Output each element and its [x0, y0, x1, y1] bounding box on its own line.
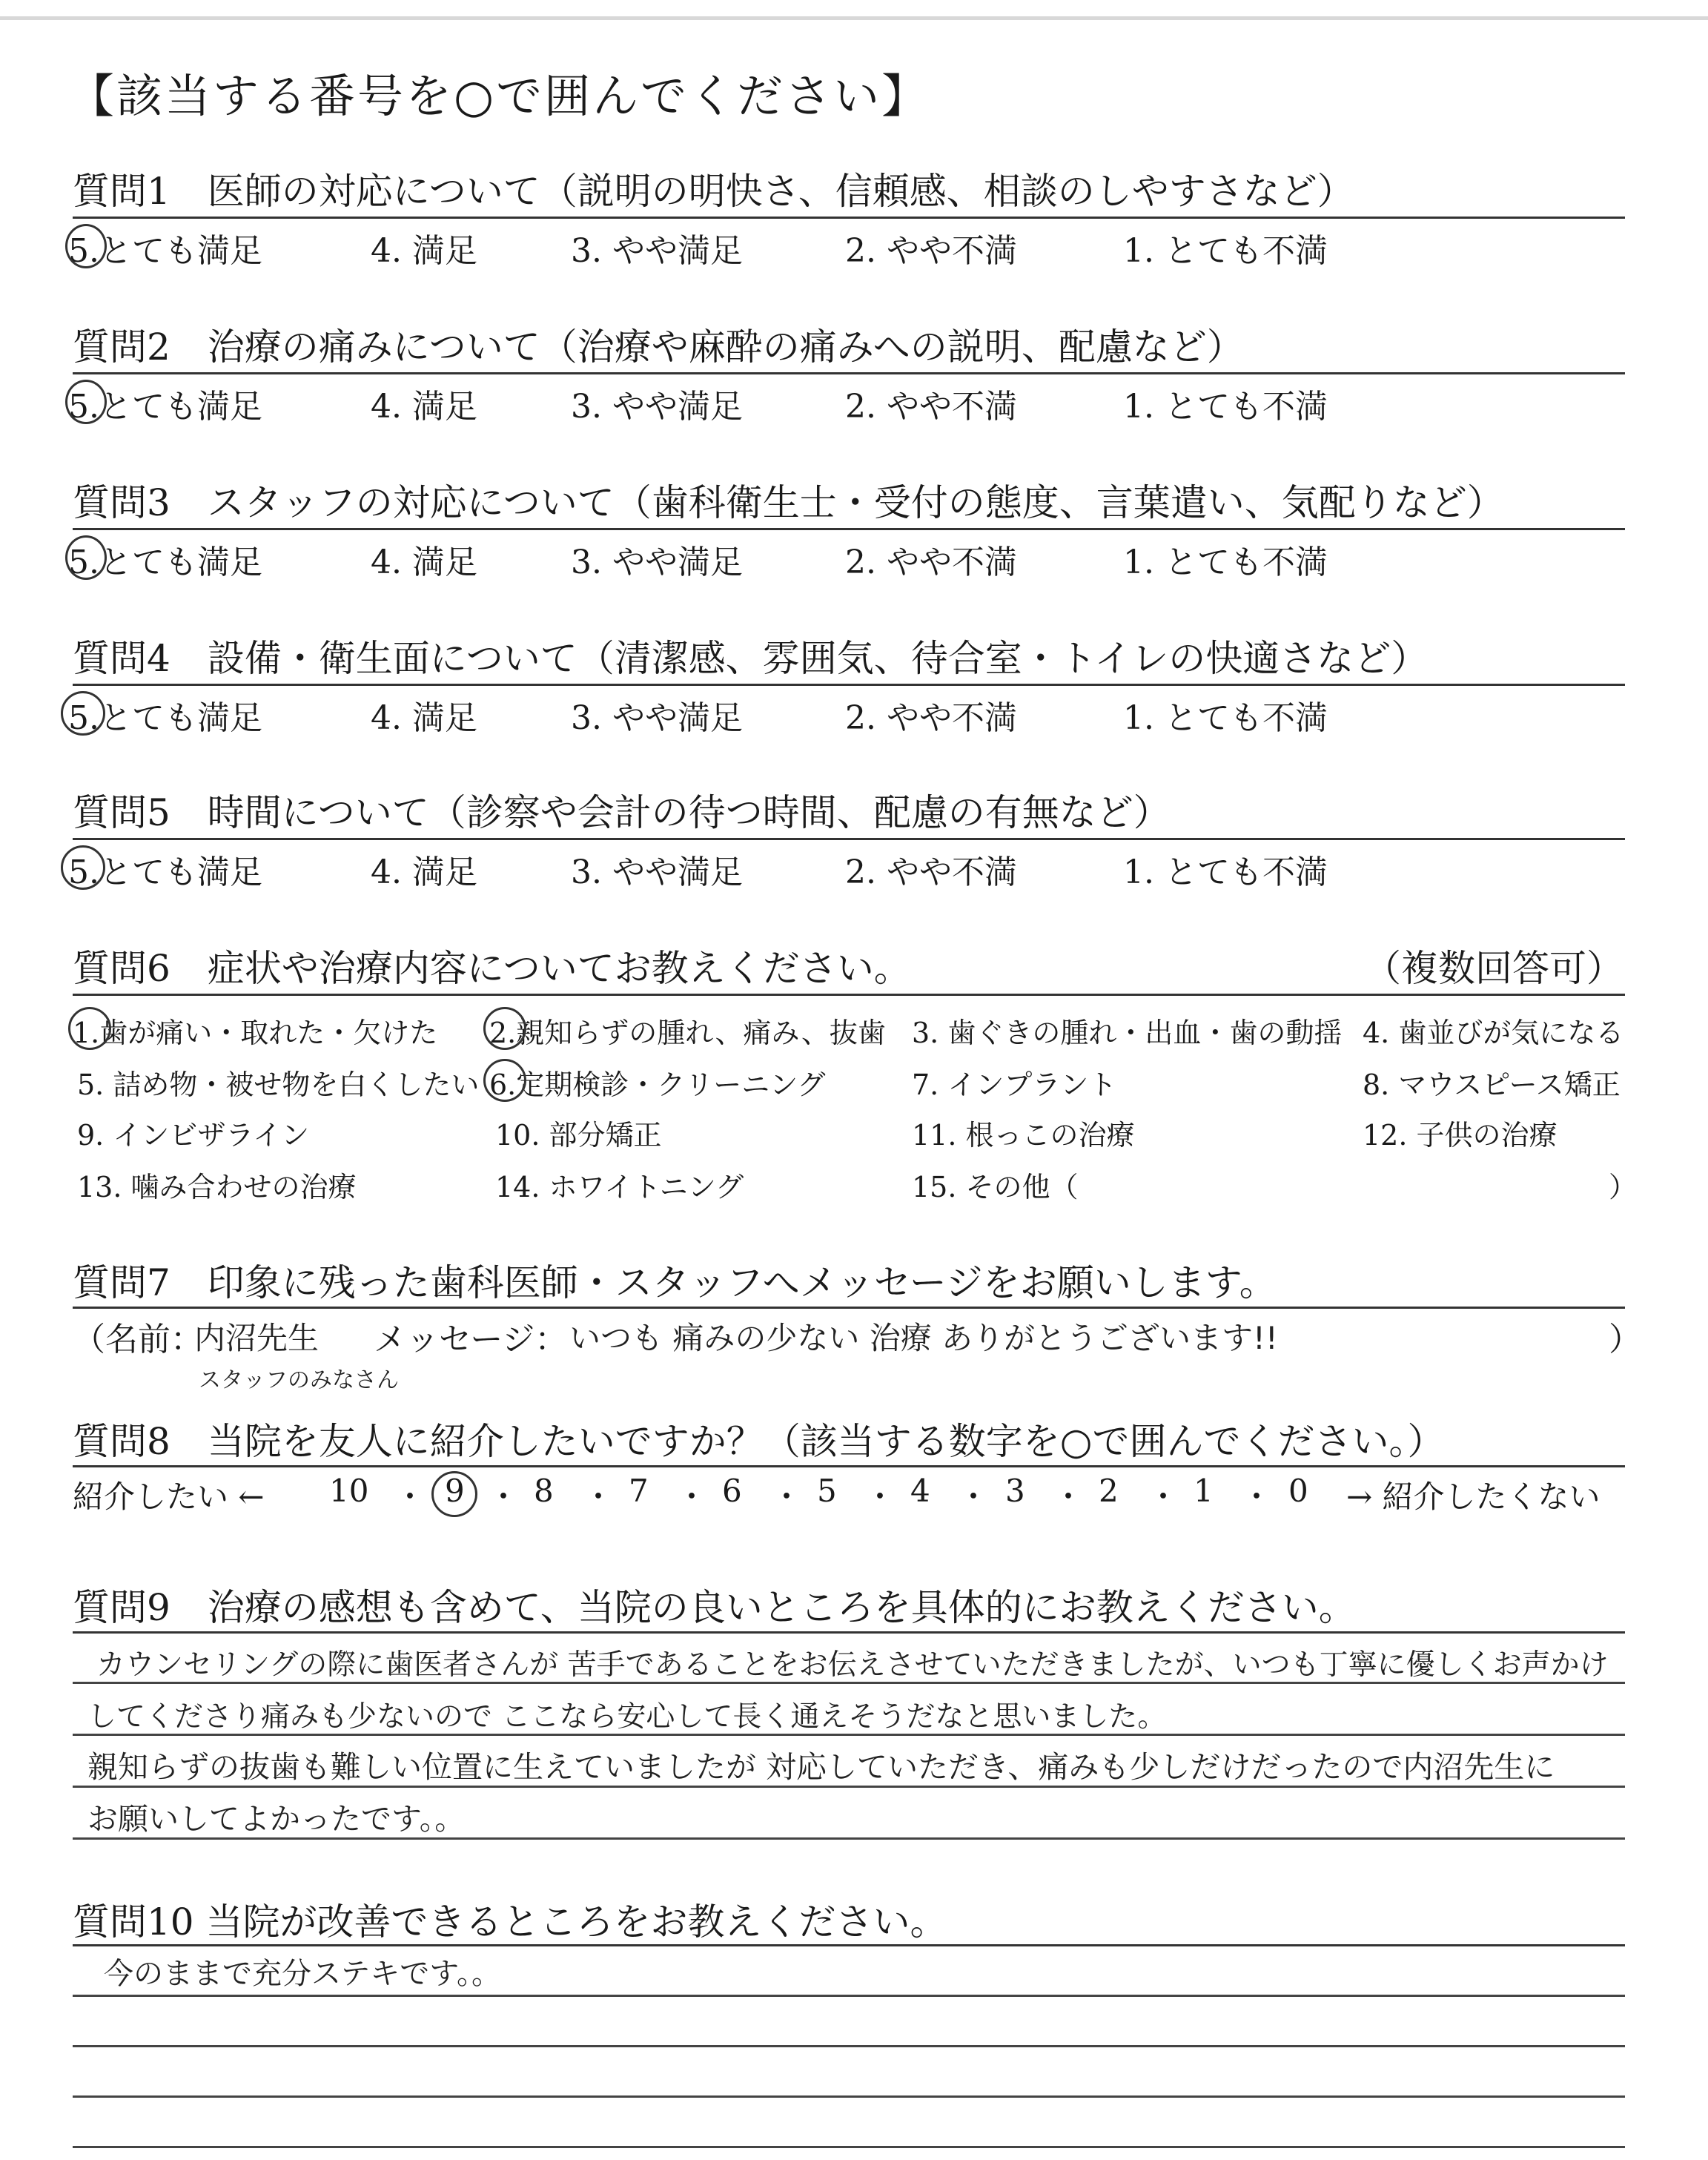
question-8-rule	[73, 1465, 1625, 1467]
q5-option-1[interactable]: 1. とても不満	[1123, 853, 1328, 891]
q5-option-4[interactable]: 4. 満足	[371, 853, 477, 891]
q8-dot: ・	[1241, 1479, 1273, 1515]
q10-answer-rule-2	[73, 2045, 1625, 2047]
q6-item-3[interactable]: 3. 歯ぐきの腫れ・出血・歯の動揺	[912, 1017, 1343, 1049]
q8-dot: ・	[583, 1479, 615, 1515]
q5-option-3[interactable]: 3. やや満足	[571, 853, 743, 891]
question-6-rule	[73, 994, 1625, 996]
q3-option-5[interactable]: 5.とても満足	[68, 544, 262, 581]
q8-dot: ・	[1053, 1479, 1085, 1515]
q1-option-3[interactable]: 3. やや満足	[571, 232, 743, 270]
q5-selected-circle	[61, 845, 105, 890]
q6-item-8[interactable]: 8. マウスピース矯正	[1363, 1069, 1621, 1101]
question-7-rule	[73, 1307, 1625, 1309]
q8-dot: ・	[1148, 1479, 1179, 1515]
q6-item-12[interactable]: 12. 子供の治療	[1363, 1119, 1558, 1152]
q9-answer-line-2[interactable]: してくださり痛みも少ないので ここなら安心して長く通えそうだなと思いました。	[87, 1700, 1167, 1734]
q9-answer-line-1[interactable]: カウンセリングの際に歯医者さんが 苦手であることをお伝えさせていただきましたが、いつも丁寧に優しくお声かけ	[96, 1648, 1609, 1682]
question-7-label: 質問7 印象に残った歯科医師・スタッフへメッセージをお願いします。	[73, 1261, 1277, 1304]
q2-option-1[interactable]: 1. とても不満	[1123, 388, 1328, 426]
q6-item-10[interactable]: 10. 部分矯正	[495, 1119, 662, 1152]
q7-name-value-2[interactable]: スタッフのみなさん	[199, 1367, 399, 1393]
q7-close-paren: ）	[1609, 1321, 1641, 1358]
question-3-rule	[73, 528, 1625, 530]
q3-selected-circle	[65, 535, 107, 580]
q10-answer-rule-1	[73, 1995, 1625, 1997]
q3-option-4[interactable]: 4. 満足	[371, 544, 477, 581]
q8-num-2[interactable]: 2	[1099, 1473, 1119, 1509]
q2-selected-circle	[65, 380, 107, 424]
page-title: 【該当する番号を○で囲んでください】	[68, 69, 930, 123]
q8-right-label: → 紹介したくない	[1346, 1479, 1601, 1515]
q6-item-9[interactable]: 9. インビザライン	[77, 1119, 310, 1152]
q1-option-5[interactable]: 5.とても満足	[68, 232, 262, 270]
q8-dot: ・	[488, 1479, 520, 1515]
q2-option-5[interactable]: 5.とても満足	[68, 388, 262, 426]
q6-item-1-circle	[68, 1007, 111, 1050]
q10-answer-rule-4	[73, 2146, 1625, 2148]
question-2-rule	[73, 372, 1625, 374]
q8-num-1[interactable]: 1	[1194, 1473, 1214, 1509]
q6-item-5[interactable]: 5. 詰め物・被せ物を白くしたい	[77, 1069, 480, 1101]
q8-num-9[interactable]: 9	[445, 1473, 465, 1509]
q4-option-2[interactable]: 2. やや不満	[845, 699, 1017, 737]
q8-left-label: 紹介したい ←	[73, 1479, 265, 1515]
q8-selected-circle	[431, 1471, 477, 1517]
q4-option-4[interactable]: 4. 満足	[371, 699, 477, 737]
q7-name-label: （名前：	[73, 1321, 203, 1358]
q8-dot: ・	[864, 1479, 896, 1515]
question-6-label: 質問6 症状や治療内容についてお教えください。	[73, 947, 911, 990]
q6-item-15-other[interactable]: 15. その他（	[912, 1171, 1079, 1203]
question-3-label: 質問3 スタッフの対応について（歯科衛生士・受付の態度、言葉遣い、気配りなど）	[73, 481, 1504, 524]
q8-dot: ・	[771, 1479, 803, 1515]
q6-item-13[interactable]: 13. 噛み合わせの治療	[77, 1171, 357, 1203]
question-6-note: （複数回答可）	[1364, 947, 1623, 990]
q7-name-value[interactable]: 内沼先生	[194, 1320, 320, 1356]
q8-num-3[interactable]: 3	[1005, 1473, 1025, 1509]
question-2-label: 質問2 治療の痛みについて（治療や麻酔の痛みへの説明、配慮など）	[73, 326, 1244, 369]
q8-num-5[interactable]: 5	[817, 1473, 837, 1509]
q6-item-6[interactable]: 6.定期検診・クリーニング	[489, 1069, 826, 1101]
top-border	[0, 16, 1708, 20]
q8-num-0[interactable]: 0	[1288, 1473, 1308, 1509]
q8-dot: ・	[676, 1479, 708, 1515]
q7-message-value[interactable]: いつも 痛みの少ない 治療 ありがとうございます!!	[569, 1320, 1278, 1356]
q9-answer-line-4[interactable]: お願いしてよかったです。。	[87, 1801, 466, 1837]
q8-num-10[interactable]: 10	[329, 1473, 369, 1509]
q4-selected-circle	[61, 691, 105, 736]
q4-option-5[interactable]: 5.とても満足	[68, 699, 262, 737]
q9-answer-rule-2	[73, 1734, 1625, 1736]
q7-message-label: メッセージ：	[374, 1321, 568, 1358]
q6-item-2-circle	[483, 1007, 526, 1050]
question-4-label: 質問4 設備・衛生面について（清潔感、雰囲気、待合室・トイレの快適さなど）	[73, 637, 1429, 680]
question-1-label: 質問1 医師の対応について（説明の明快さ、信頼感、相談のしやすさなど）	[73, 170, 1354, 213]
q6-item-1[interactable]: 1.歯が痛い・取れた・欠けた	[73, 1017, 438, 1049]
q8-num-4[interactable]: 4	[910, 1473, 930, 1509]
q4-option-3[interactable]: 3. やや満足	[571, 699, 743, 737]
q1-option-2[interactable]: 2. やや不満	[845, 232, 1017, 270]
q8-num-8[interactable]: 8	[534, 1473, 554, 1509]
q8-num-6[interactable]: 6	[722, 1473, 742, 1509]
q9-answer-rule-1	[73, 1682, 1625, 1684]
q1-selected-circle	[65, 224, 107, 268]
q6-item-2[interactable]: 2.親知らずの腫れ、痛み、抜歯	[489, 1017, 886, 1049]
q1-option-1[interactable]: 1. とても不満	[1123, 232, 1328, 270]
q5-option-2[interactable]: 2. やや不満	[845, 853, 1017, 891]
q2-option-3[interactable]: 3. やや満足	[571, 388, 743, 426]
question-10-label: 質問10 当院が改善できるところをお教えください。	[73, 1900, 947, 1943]
q3-option-2[interactable]: 2. やや不満	[845, 544, 1017, 581]
question-4-rule	[73, 684, 1625, 686]
q6-item-11[interactable]: 11. 根っこの治療	[912, 1119, 1135, 1152]
q6-item-7[interactable]: 7. インプラント	[912, 1069, 1117, 1101]
q6-item-6-circle	[483, 1059, 526, 1102]
question-1-rule	[73, 217, 1625, 219]
q8-num-7[interactable]: 7	[629, 1473, 649, 1509]
question-10-rule	[73, 1944, 1625, 1946]
question-5-label: 質問5 時間について（診察や会計の待つ時間、配慮の有無など）	[73, 791, 1171, 834]
q9-answer-rule-4	[73, 1837, 1625, 1840]
q6-item-14[interactable]: 14. ホワイトニング	[495, 1171, 744, 1203]
q9-answer-rule-3	[73, 1786, 1625, 1788]
q3-option-3[interactable]: 3. やや満足	[571, 544, 743, 581]
q10-answer-rule-3	[73, 2095, 1625, 2098]
q6-other-close-paren: ）	[1609, 1171, 1638, 1203]
q9-answer-line-3[interactable]: 親知らずの抜歯も難しい位置に生えていましたが 対応していただき、痛みも少しだけだったので内沼先生に	[87, 1749, 1555, 1785]
q4-option-1[interactable]: 1. とても不満	[1123, 699, 1328, 737]
q8-dot: ・	[958, 1479, 990, 1515]
question-8-label: 質問8 当院を友人に紹介したいですか？（該当する数字を○で囲んでください。）	[73, 1420, 1445, 1463]
q2-option-4[interactable]: 4. 満足	[371, 388, 477, 426]
q8-dot: ・	[394, 1479, 426, 1515]
q3-option-1[interactable]: 1. とても不満	[1123, 544, 1328, 581]
q2-option-2[interactable]: 2. やや不満	[845, 388, 1017, 426]
question-9-label: 質問9 治療の感想も含めて、当院の良いところを具体的にお教えください。	[73, 1586, 1356, 1629]
question-5-rule	[73, 838, 1625, 840]
q5-option-5[interactable]: 5.とても満足	[68, 853, 262, 891]
q10-answer-line-1[interactable]: 今のままで充分ステキです。。	[104, 1957, 501, 1991]
q6-item-4[interactable]: 4. 歯並びが気になる	[1363, 1017, 1624, 1049]
q1-option-4[interactable]: 4. 満足	[371, 232, 477, 270]
question-9-rule	[73, 1631, 1625, 1634]
